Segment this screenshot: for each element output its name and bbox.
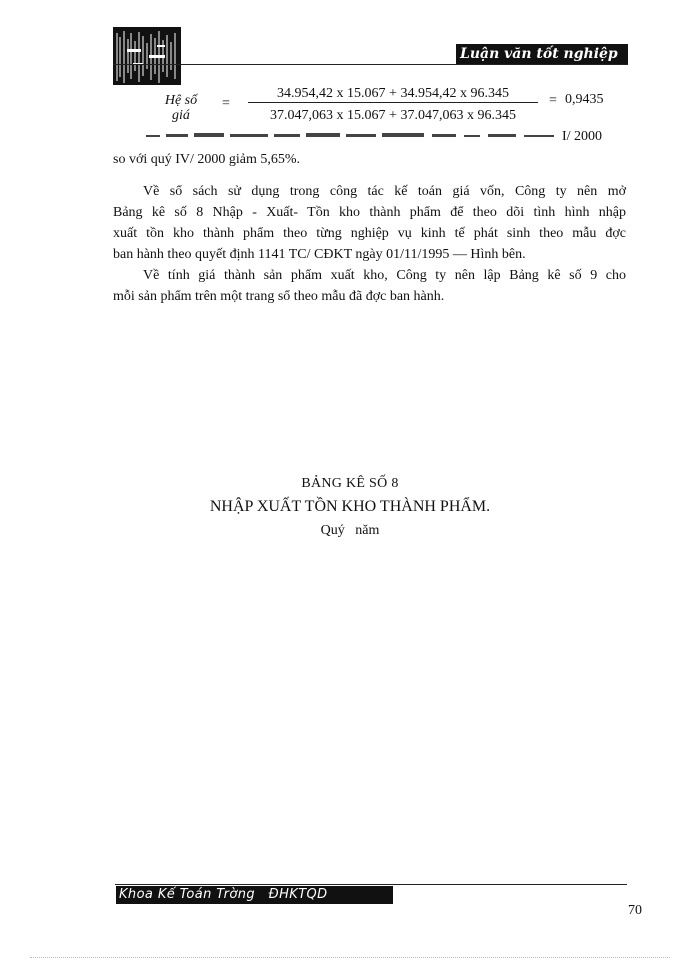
paragraph-1-line-3: xuất tồn kho thành phẩm theo từng nghiệp vụ kinh tế phát sinh theo mẫu đợc: [113, 226, 626, 241]
paragraph-0-line-1: so với quý IV/ 2000 giảm 5,65%.: [113, 152, 301, 167]
table-subtitle: NHẬP XUẤT TỒN KHO THÀNH PHẨM.: [209, 498, 491, 515]
formula-numerator: 34.954,42 x 15.067 + 34.954,42 x 96.345: [277, 86, 509, 101]
table-period: Quý năm: [320, 523, 380, 538]
formula-denominator: 37.047,063 x 15.067 + 37.047,063 x 96.345: [270, 108, 516, 123]
cut-off-text-end: I/ 2000: [562, 129, 603, 144]
formula-fraction-bar: [248, 102, 538, 103]
formula-label: [158, 93, 204, 123]
footer-label: Khoa Kế Toán Trờng ĐHKTQD: [116, 886, 393, 904]
paragraph-2-line-1: Về tính giá thành sản phẩm xuất kho, Công ty nên lập Bảng kê số 9 cho: [143, 268, 626, 283]
formula-result: 0,9435: [565, 92, 604, 107]
formula-result-equals-sign: =: [549, 93, 557, 108]
header-rule: [113, 64, 628, 65]
page-bottom-divider: [30, 957, 670, 958]
formula-label-line-2: giá: [172, 108, 190, 123]
table-title: BẢNG KÊ SỐ 8: [301, 476, 399, 491]
formula-label-line-1: Hệ số: [164, 93, 198, 108]
paragraph-1-line-1: Về sổ sách sử dụng trong công tác kế toán giá vốn, Công ty nên mở: [143, 184, 626, 199]
paragraph-1-line-4: ban hành theo quyết định 1141 TC/ CĐKT ngày 01/11/1995 — Hình bên.: [113, 247, 526, 262]
paragraph-1-line-2: Bảng kê số 8 Nhập - Xuất- Tồn kho thành phẩm để theo dõi tình hình nhập: [113, 205, 626, 220]
page-number: 70: [628, 903, 642, 918]
cut-off-text-line: [146, 128, 560, 139]
header-logo: [113, 27, 181, 85]
formula-equals-sign: =: [222, 96, 230, 111]
footer-rule: [115, 884, 627, 885]
header-title: Luận văn tốt nghiệp: [456, 44, 628, 64]
paragraph-2-line-2: mỗi sản phẩm trên một trang sổ theo mẫu đã đợc ban hành.: [113, 289, 445, 304]
